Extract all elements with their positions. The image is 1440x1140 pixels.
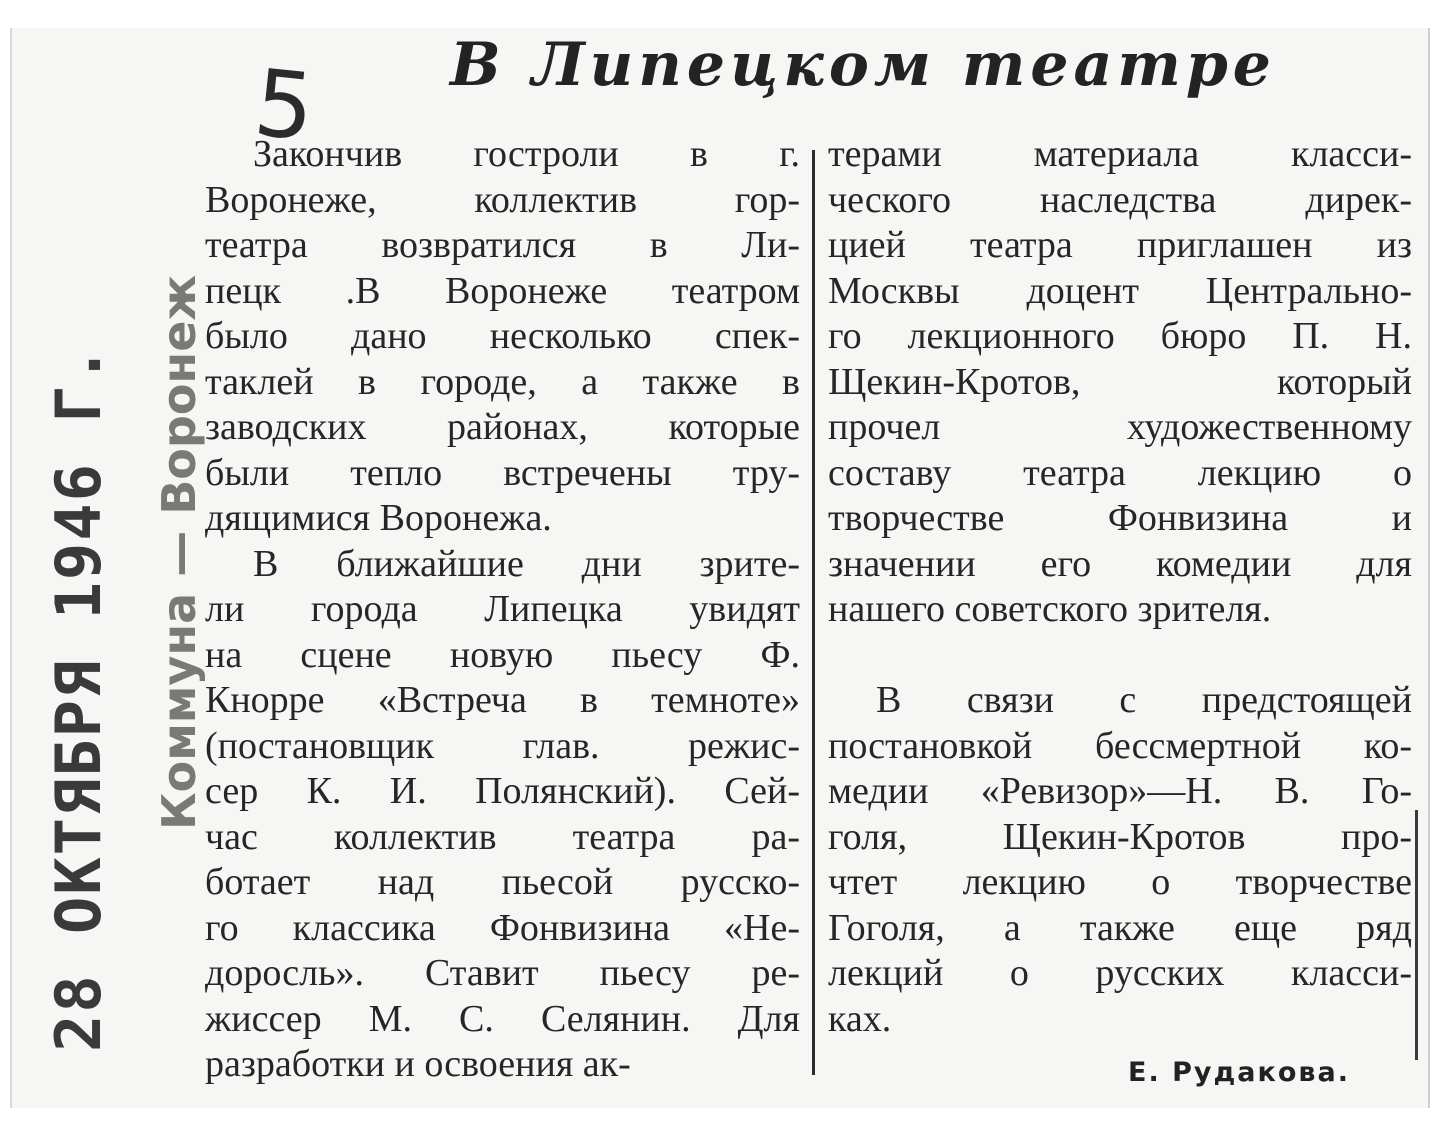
- text-line: значении его комедии для: [828, 542, 1412, 585]
- right-edge-rule: [1415, 810, 1418, 1060]
- text-line: лекций о русских класси-: [828, 952, 1412, 994]
- article-author: Е. Рудакова.: [1128, 1057, 1350, 1088]
- text-line: были тепло встречены тру-: [205, 451, 800, 494]
- handwritten-number: 5: [249, 49, 320, 162]
- article-headline: В Липецком театре: [450, 30, 1276, 100]
- text-line: ботает над пьесой русско-: [205, 861, 800, 903]
- article-column-right: [828, 132, 1412, 1042]
- text-line: Закончив гостроли в г.: [253, 133, 800, 175]
- column-divider: [812, 150, 815, 1075]
- text-line: таклей в городе, а также в: [205, 360, 800, 403]
- text-line: жиссер М. С. Селянин. Для: [205, 997, 800, 1040]
- text-line: творчестве Фонвизина и: [828, 497, 1412, 539]
- text-line: (постановщик глав. режис-: [205, 724, 800, 767]
- text-line: Москвы доцент Центрально-: [828, 269, 1412, 312]
- text-line: Воронеже, коллектив гор-: [205, 178, 800, 221]
- text-line: сер К. И. Полянский). Сей-: [205, 770, 800, 812]
- text-line: голя, Щекин-Кротов про-: [828, 815, 1412, 858]
- article-column-left: [205, 132, 800, 1088]
- text-line: В связи с предстоящей: [876, 679, 1412, 721]
- text-line: разработки и освоения ак-: [205, 1043, 631, 1085]
- date-stamp: 28 ОКТЯБРЯ 1946 Г.: [42, 344, 115, 1052]
- text-line: ках.: [828, 997, 892, 1040]
- text-line: доросль». Ставит пьесу ре-: [205, 952, 800, 994]
- text-line: дящимися Воронежа.: [205, 497, 552, 539]
- text-line: медии «Ревизор»—Н. В. Го-: [828, 770, 1412, 812]
- text-line: В ближайшие дни зрите-: [253, 542, 800, 585]
- text-line: го лекционного бюро П. Н.: [828, 315, 1412, 357]
- text-line: терами материала класси-: [828, 133, 1412, 175]
- text-line: театра возвратился в Ли-: [205, 224, 800, 266]
- text-line: чтет лекцию о творчестве: [828, 861, 1412, 903]
- text-line: Гоголя, а также еще ряд: [828, 906, 1412, 949]
- text-line: цией театра приглашен из: [828, 224, 1412, 266]
- text-line: прочел художественному: [828, 406, 1412, 448]
- text-line: ли города Липецка увидят: [205, 588, 800, 630]
- newspaper-name-stamp: Коммуна — Воронеж: [152, 274, 206, 830]
- text-line: Щекин-Кротов, который: [828, 360, 1412, 403]
- text-line: нашего советского зрителя.: [828, 588, 1272, 630]
- text-line: на сцене новую пьесу Ф.: [205, 633, 800, 676]
- text-line: час коллектив театра ра-: [205, 815, 800, 858]
- text-line: го классика Фонвизина «Не-: [205, 906, 800, 949]
- text-line: заводских районах, которые: [205, 406, 800, 448]
- text-line: [828, 633, 1412, 679]
- text-line: составу театра лекцию о: [828, 451, 1412, 494]
- text-line: Кнорре «Встреча в темноте»: [205, 679, 800, 721]
- text-line: постановкой бессмертной ко-: [828, 724, 1412, 767]
- text-line: ческого наследства дирек-: [828, 178, 1412, 221]
- text-line: пецк .В Воронеже театром: [205, 269, 800, 312]
- text-line: было дано несколько спек-: [205, 315, 800, 357]
